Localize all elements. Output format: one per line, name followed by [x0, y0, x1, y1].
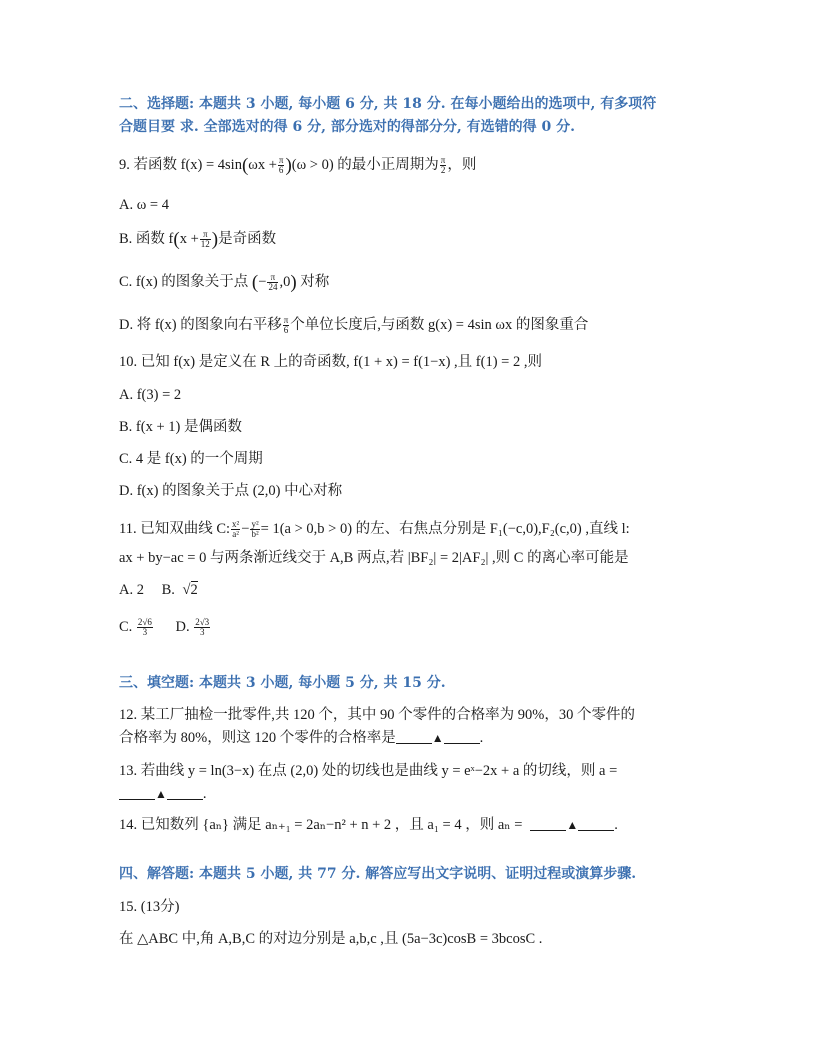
q9-period-frac: $\frac{\pi}{2}$	[440, 155, 446, 176]
q9d-suffix: 个单位长度后,与函数 g(x) = 4sin ωx 的图象重合	[290, 317, 589, 333]
answer-blank[interactable]	[578, 818, 614, 831]
triangle-marker-icon: ▲	[431, 731, 444, 745]
question-10-option-d: D. f(x) 的图象关于点 (2,0) 中心对称	[119, 483, 343, 499]
question-11-options-ab	[119, 580, 198, 600]
q9c-neg: −	[258, 274, 267, 290]
q9-suffix: ，则	[447, 157, 477, 173]
q11-option-c-label: C.	[119, 619, 133, 635]
q9c-tail: ,0	[279, 274, 291, 290]
q14-text: 14. 已知数列 {aₙ} 满足 aₙ₊₁ = 2aₙ−n² + n + 2 ，且 a₁ = 4 ，则 aₙ =	[119, 817, 523, 833]
answer-blank[interactable]	[167, 787, 203, 800]
triangle-marker-icon: ▲	[155, 787, 167, 801]
q9d-frac: $\frac{\pi}{6}$	[283, 315, 289, 336]
q9-ox: ωx +	[248, 157, 277, 173]
q9b-inner: x +	[179, 231, 199, 247]
q9d-prefix: D. 将 f(x) 的图象向右平移	[119, 317, 282, 333]
q11-y-frac: $\frac{\text{y²}}{\text{b²}}$	[251, 519, 259, 540]
question-9-stem: 9. 若函数 f(x) = 4sin(ωx + $\frac{\pi}{6}$ )(ω > 0) 的最小正周期为 $\frac{\pi}{2}$ ，则	[119, 155, 477, 176]
q11-option-b-label: B.	[161, 582, 175, 598]
q9-prefix: 9. 若函数 f(x) = 4sin	[119, 157, 242, 173]
section2-heading-line2: 合题目要 求. 全部选对的得 6 分, 部分选对的得部分分, 有选错的得 0 分.	[119, 119, 575, 135]
answer-blank[interactable]	[119, 787, 155, 800]
q12-text: 合格率为 80%，则这 120 个零件的合格率是	[119, 730, 396, 746]
answer-blank[interactable]	[530, 818, 566, 831]
question-9-option-b: B. 函数 f(x + $\frac{\pi}{12}$ )是奇函数	[119, 229, 277, 250]
question-11-stem-line2: ax + by−ac = 0 与两条渐近线交于 A,B 两点,若 |BF₂| = 2|AF₂| ,则 C 的离心率可能是	[119, 550, 629, 566]
q9c-suffix: 对称	[300, 274, 330, 290]
q11-rest: = 1(a > 0,b > 0) 的左、右焦点分别是 F₁(−c,0),F₂(c,0) ,直线 l:	[260, 521, 630, 537]
q9-frac: $\frac{\pi}{6}$	[278, 155, 284, 176]
q9-cond: (ω > 0) 的最小正周期为	[291, 157, 439, 173]
question-10-option-b: B. f(x + 1) 是偶函数	[119, 419, 242, 435]
q9b-prefix: B. 函数 f	[119, 231, 174, 247]
question-12-line1: 12. 某工厂抽检一批零件,共 120 个，其中 90 个零件的合格率为 90%，30 个零件的	[119, 707, 635, 723]
question-9-option-a: A. ω = 4	[119, 197, 169, 213]
q11-option-d-frac: $\frac{2√3}{3}$	[195, 617, 210, 638]
question-13-line2	[119, 784, 207, 804]
question-10-option-c: C. 4 是 f(x) 的一个周期	[119, 451, 263, 467]
section2-heading-line1: 二、选择题: 本题共 3 小题, 每小题 6 分, 共 18 分. 在每小题给出的选项中, 有多项符	[119, 96, 657, 112]
q9b-suffix: 是奇函数	[218, 231, 277, 247]
question-10-stem: 10. 已知 f(x) 是定义在 R 上的奇函数, f(1 + x) = f(1−x) ,且 f(1) = 2 ,则	[119, 354, 542, 370]
question-14-line1	[119, 815, 618, 835]
question-11-stem-line1	[119, 519, 630, 539]
q11-option-a: A. 2	[119, 582, 144, 598]
question-15-stem: 在 △ABC 中,角 A,B,C 的对边分别是 a,b,c ,且 (5a−3c)cosB = 3bcosC .	[119, 931, 543, 947]
q12-period: .	[479, 730, 484, 746]
answer-blank[interactable]	[396, 731, 432, 744]
question-9-option-c: C. f(x) 的图象关于点 (− $\frac{\pi}{24}$ ,0) 对称	[119, 272, 330, 293]
question-12-line2	[119, 728, 483, 748]
q11-option-c-frac: $\frac{2√6}{3}$	[137, 617, 152, 638]
answer-blank[interactable]	[444, 731, 480, 744]
triangle-marker-icon: ▲	[566, 818, 579, 832]
question-15-head: 15. (13分)	[119, 899, 180, 915]
question-13-line1: 13. 若曲线 y = ln(3−x) 在点 (2,0) 处的切线也是曲线 y = eˣ−2x + a 的切线，则 a =	[119, 763, 618, 779]
q14-period: .	[614, 817, 618, 833]
q11-minus: −	[241, 521, 250, 537]
q9c-frac: $\frac{\pi}{24}$	[268, 272, 278, 293]
question-11-options-cd	[119, 617, 211, 637]
section3-heading: 三、填空题: 本题共 3 小题, 每小题 5 分, 共 15 分.	[119, 675, 446, 691]
q11-x-frac: $\frac{\text{x²}}{\text{a²}}$	[232, 519, 240, 540]
q9b-frac: $\frac{\pi}{12}$	[200, 229, 210, 250]
q11-option-d-label: D.	[175, 619, 190, 635]
q9c-prefix: C. f(x) 的图象关于点	[119, 274, 249, 290]
q13-period: .	[202, 786, 207, 802]
q11-option-b-value: √2	[182, 582, 198, 598]
section4-heading: 四、解答题: 本题共 5 小题, 共 77 分. 解答应写出文字说明、证明过程或演算步骤.	[119, 866, 637, 882]
question-10-option-a: A. f(3) = 2	[119, 387, 182, 403]
question-9-option-d	[119, 315, 588, 335]
q11-prefix: 11. 已知双曲线 C:	[119, 521, 231, 537]
